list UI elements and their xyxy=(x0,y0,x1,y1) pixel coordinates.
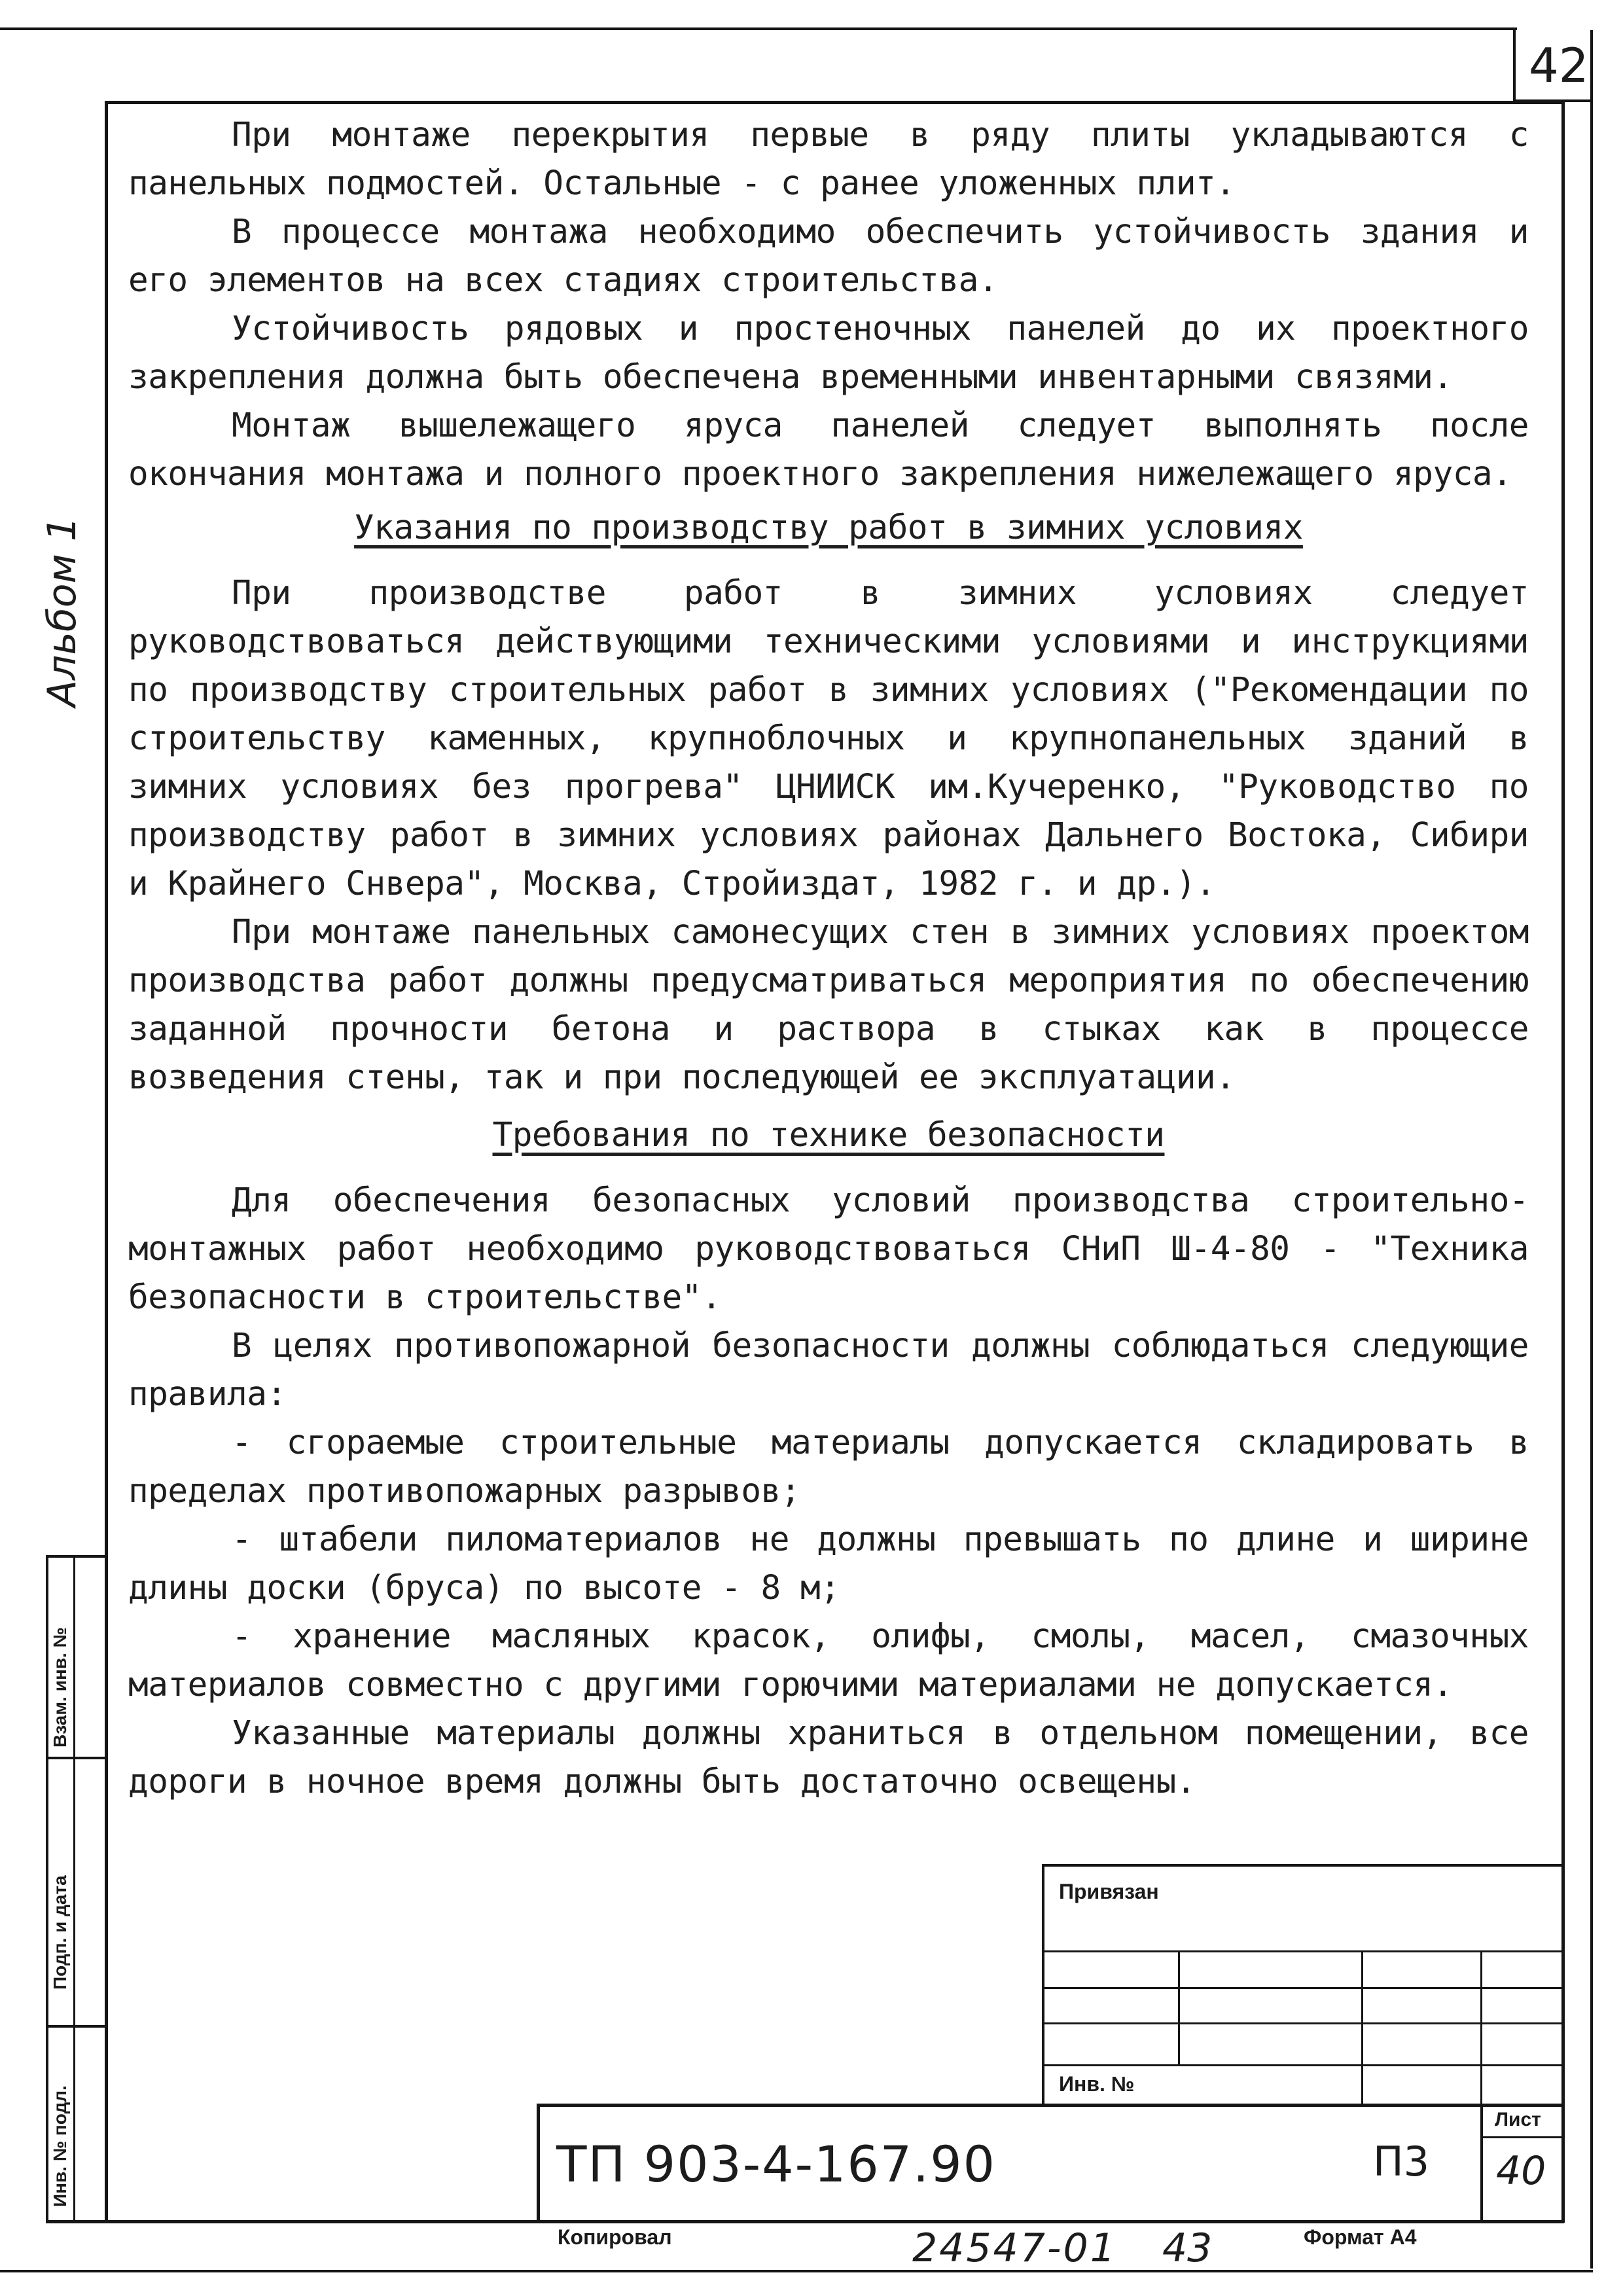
privyazan-top-line xyxy=(1042,1864,1563,1867)
paragraph-fire-rules: В целях противопожарной безопасности должны соблюдаться следующие правила: xyxy=(128,1327,1529,1414)
sheet-number: 40 xyxy=(1496,2148,1546,2194)
privyazan-label: Привязан xyxy=(1059,1880,1159,1903)
side-label-inv-podl: Инв. № подл. xyxy=(50,2085,70,2207)
stamp-left-line xyxy=(537,2104,540,2223)
kopiroval-label: Копировал xyxy=(558,2225,672,2249)
side-stamp-divider-2 xyxy=(46,2025,107,2028)
stamp-top-line xyxy=(537,2104,1564,2107)
paragraph-winter-guidelines: При производстве работ в зимних условиях следует руководствоваться действующими техническими условиями и инструкциями по производству строительных работ в зимних условиях ("Рекомендации по строительству каменных, крупноблочных и крупнопанельных зданий в зимних условиях без прогрева" ЦНИИСК им.Кучеренко, "Руководство по производству работ в зимних условиях районах Дальнего Востока, Сибири и Крайнего Снвера", Москва, Стройиздат, 1982 г. и др.). xyxy=(128,574,1529,903)
page-number: 42 xyxy=(1529,38,1589,93)
paragraph-self-bearing-walls: При монтаже панельных самонесущих стен в зимних условиях проектом производства работ должны предусматриваться мероприятия по обеспечению заданной прочности бетона и раствора в стыках как в процессе возведения стены, так и при последующей ее эксплуатации. xyxy=(128,913,1529,1097)
side-stamp-left-line xyxy=(46,1555,48,2223)
side-stamp-divider-1 xyxy=(46,1757,107,1759)
paragraph-panel-stability: Устойчивость рядовых и простеночных панелей до их проектного закрепления должна быть обеспечена временными инвентарными связями. xyxy=(128,310,1529,397)
drawing-frame-right xyxy=(1561,101,1565,2223)
page-number-box-left xyxy=(1513,27,1516,101)
paragraph-storage: Указанные материалы должны храниться в отдельном помещении, все дороги в ночное время должны быть достаточно освещены. xyxy=(128,1714,1529,1801)
privyazan-col-2 xyxy=(1361,1950,1363,2105)
privyazan-col-1 xyxy=(1178,1950,1180,2064)
side-label-vzam-inv: Взам. инв. № xyxy=(50,1627,70,1748)
heading-safety: Требования по технике безопасности xyxy=(492,1116,1165,1155)
sheet-label: Лист xyxy=(1495,2109,1541,2130)
side-stamp-top-line xyxy=(46,1555,107,1558)
paragraph-stability: В процессе монтажа необходимо обеспечить устойчивость здания и его элементов на всех стадиях строительства. xyxy=(128,213,1529,300)
heading-winter-works: Указания по производству работ в зимних условиях xyxy=(354,509,1303,547)
privyazan-row-1 xyxy=(1042,1950,1563,1952)
rule-oil-paints: - хранение масляных красок, олифы, смолы, масел, смазочных материалов совместно с другими горючими материалами не допускается. xyxy=(128,1617,1529,1704)
paragraph-upper-tier: Монтаж вышележащего яруса панелей следует выполнять после окончания монтажа и полного проектного закрепления нижележащего яруса. xyxy=(128,406,1529,493)
privyazan-row-2 xyxy=(1042,1987,1563,1989)
album-note: Альбом 1 xyxy=(39,516,85,707)
paragraph-slab-mounting: При монтаже перекрытия первые в ряду плиты укладываются с панельных подмостей. Остальные - с ранее уложенных плит. xyxy=(128,116,1529,203)
drawing-frame-top xyxy=(105,101,1564,104)
privyazan-col-3 xyxy=(1480,1950,1482,2105)
document-code: ТП 903-4-167.90 xyxy=(556,2135,996,2193)
side-stamp-mid-line xyxy=(73,1555,75,2223)
drawing-frame-left xyxy=(105,101,108,2223)
rule-combustible-materials: - сгораемые строительные материалы допускается складировать в пределах противопожарных разрывов; xyxy=(128,1424,1529,1511)
privyazan-row-3 xyxy=(1042,2022,1563,2024)
side-label-podp-data: Подп. и дата xyxy=(50,1875,70,1990)
order-number: 24547-01 xyxy=(912,2225,1117,2271)
inv-no-label: Инв. № xyxy=(1059,2072,1135,2096)
privyazan-row-4 xyxy=(1042,2064,1563,2066)
rule-lumber-stacks: - штабели пиломатериалов не должны превышать по длине и ширине длины доски (бруса) по высоте - 8 м; xyxy=(128,1520,1529,1607)
privyazan-left-line xyxy=(1042,1864,1044,2105)
stamp-sheet-divider xyxy=(1480,2104,1483,2223)
paragraph-safety-snip: Для обеспечения безопасных условий производства строительно-монтажных работ необходимо руководствоваться СНиП Ш-4-80 - "Техника безопасности в строительстве". xyxy=(128,1181,1529,1317)
frame-right-edge xyxy=(1590,30,1593,2269)
format-label: Формат А4 xyxy=(1304,2225,1417,2249)
frame-top-line xyxy=(0,27,1517,30)
stamp-sheet-label-line xyxy=(1480,2136,1564,2138)
document-body xyxy=(128,111,1529,1806)
copy-number: 43 xyxy=(1162,2225,1213,2271)
section-code: П3 xyxy=(1373,2138,1430,2185)
frame-bottom-line xyxy=(0,2270,1593,2272)
drawing-frame-bottom xyxy=(46,2220,1564,2223)
